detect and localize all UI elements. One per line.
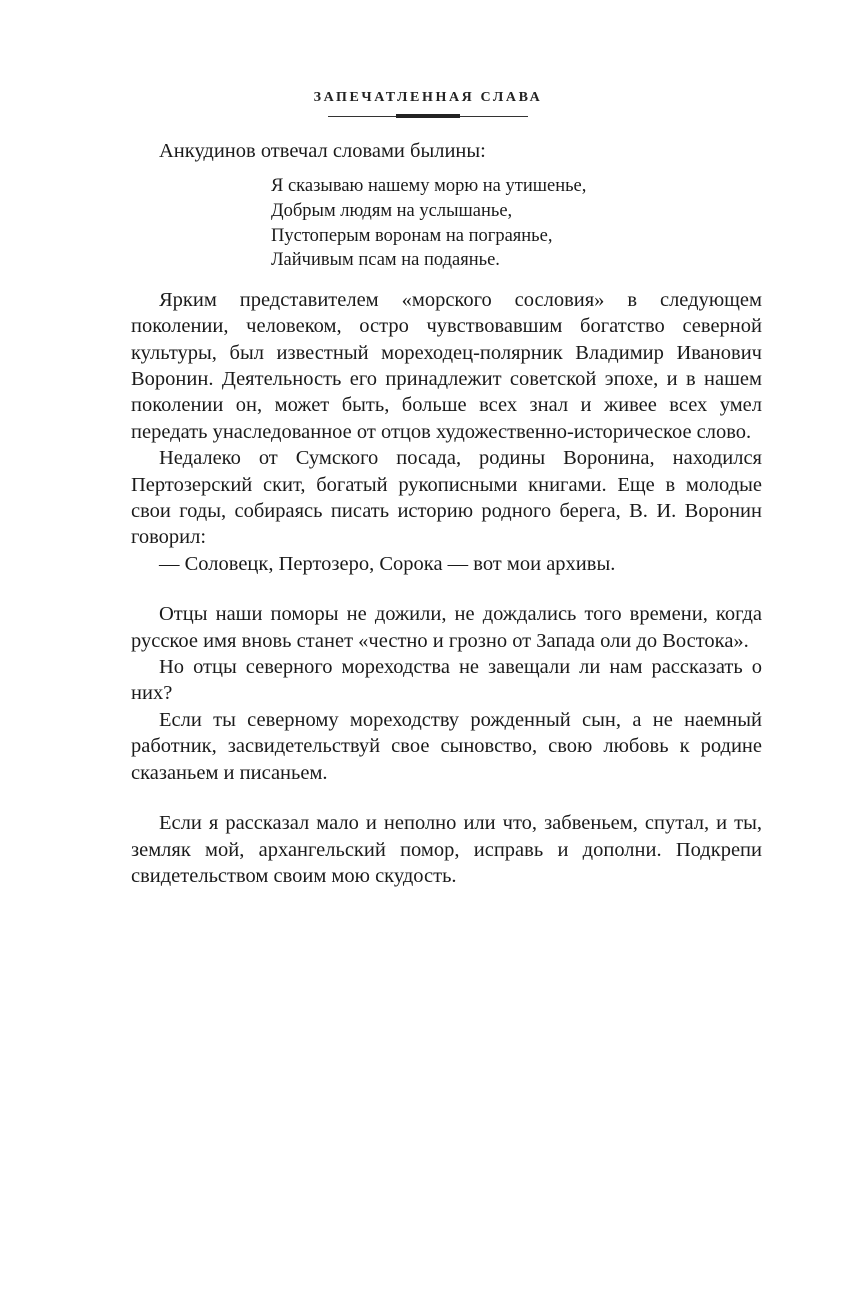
verse-line: Добрым людям на услышанье,: [271, 201, 513, 221]
intro-paragraph: Анкудинов отвечал словами былины:: [159, 140, 486, 162]
paragraph: Если я рассказал мало и неполно или что, забвеньем, спутал, и ты, земляк мой, архангельский помор, исправь и дополни. Подкрепи свидетельством своим мою скудость.: [131, 812, 762, 887]
quote-line: — Соловецк, Пертозеро, Сорока — вот мои архивы.: [159, 552, 616, 575]
section-gap: [131, 577, 762, 601]
verse-line: Пустоперым воронам на пограянье,: [271, 225, 553, 246]
paragraph: Недалеко от Сумского посада, родины Воронина, находился Пертозерский скит, богатый рукописными книгами. Еще в молодые свои годы, собираясь писать историю родного берега, В. И. Воронин говорил:: [131, 447, 762, 549]
running-header: ЗАПЕЧАТЛЕННАЯ СЛАВА: [313, 90, 543, 105]
header-rule-accent: [396, 114, 460, 118]
section-gap: [131, 786, 762, 810]
body-text: [131, 138, 762, 889]
verse-line: Лайчивым псам на подаянье.: [271, 250, 500, 271]
paragraph: Отцы наши поморы не дожили, не дождались того времени, когда русское имя вновь станет «честно и грозно от Запада оли до Востока».: [131, 603, 762, 652]
paragraph: Если ты северному мореходству рожденный сын, а не наемный работник, засвидетельствуй свое сыновство, свою любовь к родине сказаньем и писаньем.: [131, 708, 762, 784]
verse-line: Я сказываю нашему морю на утишенье,: [271, 176, 587, 197]
verse-block: [271, 174, 762, 272]
paragraph: Ярким представителем «морского сословия» в следующем поколении, человеком, остро чувствовавшим богатство северной культуры, был известный мореходец-полярник Владимир Иванович Воронин. Деятельность его принадлежит советской эпохе, и в нашем поколении он, может быть, больше всех знал и живее всех умел передать унаследованное от отцов художественно-историческое слово.: [131, 288, 762, 443]
paragraph: Но отцы северного мореходства не завещали ли нам рассказать о них?: [131, 656, 762, 705]
